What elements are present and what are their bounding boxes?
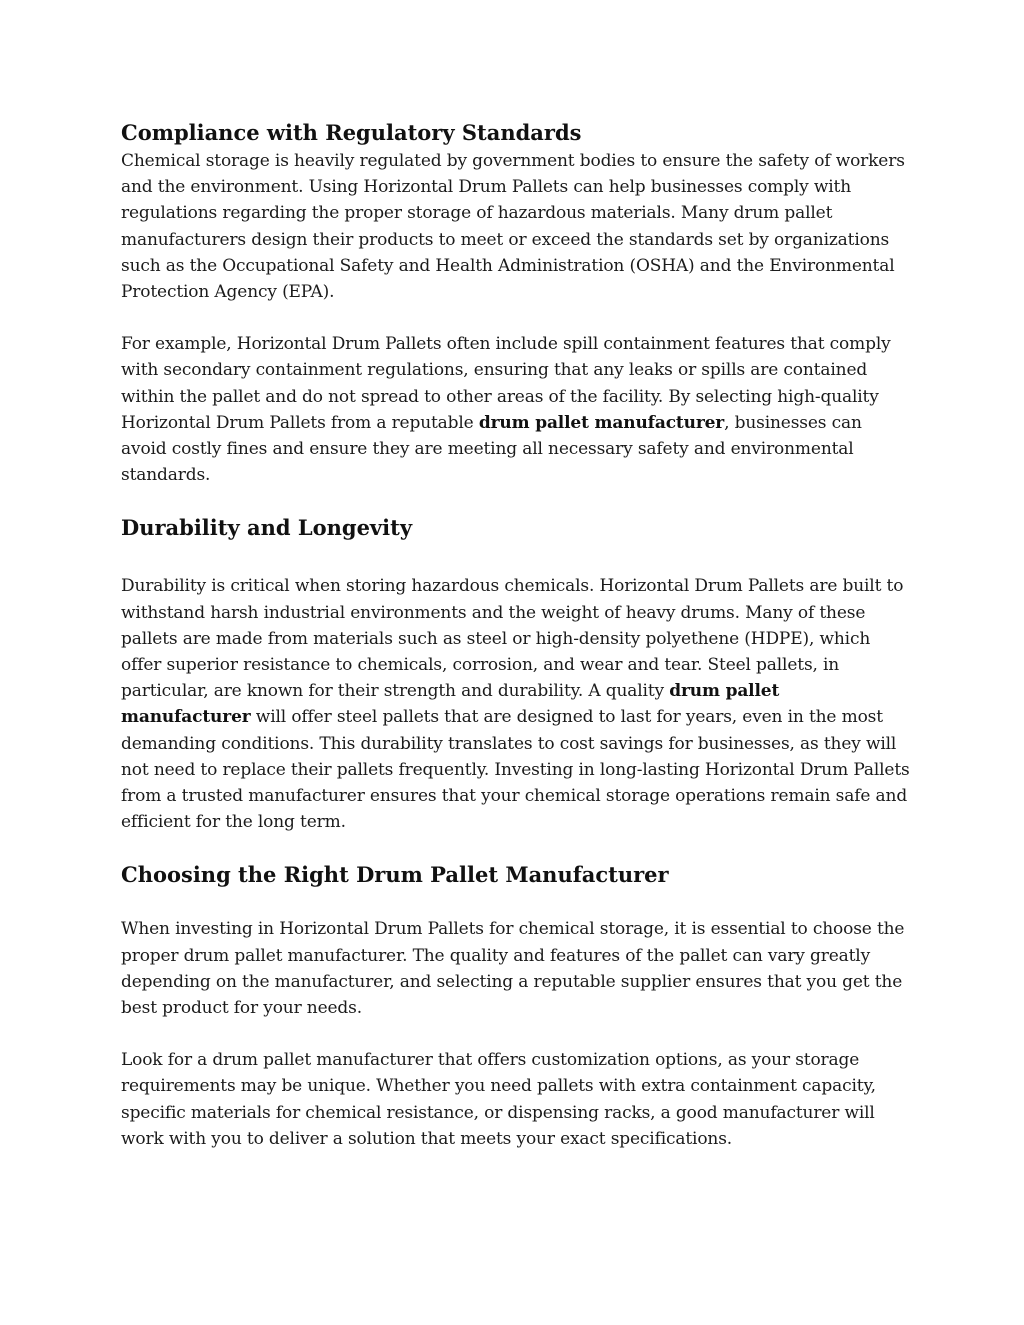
- section-heading-compliance: Compliance with Regulatory Standards: [121, 120, 582, 145]
- bold-keyword: drum pallet manufacturer: [478, 412, 725, 433]
- paragraph-compliance-example: [121, 331, 911, 488]
- section-heading-choosing: Choosing the Right Drum Pallet Manufacturer: [121, 862, 669, 888]
- paragraph-text: For example, Horizontal Drum Pallets often include spill containment features that comply with secondary containment regulations, ensuring that any leaks or spills are contained within the pallet and do not spread to other areas of the facility. By selecting high-quality Horizontal Drum Pallets from a reputable: [121, 334, 891, 433]
- paragraph-text: Durability is critical when storing hazardous chemicals. Horizontal Drum Pallets are built to withstand harsh industrial environments and the weight of heavy drums. Many of these pallets are made from materials such as steel or high-density polyethene (HDPE), which offer superior resistance to chemicals, corrosion, and wear and tear. Steel pallets, in particular, are known for their strength and durability. A quality: [121, 576, 904, 702]
- document-page: [121, 118, 911, 1152]
- paragraph-compliance-intro: Chemical storage is heavily regulated by government bodies to ensure the safety of workers and the environment. Using Horizontal Drum Pallets can help businesses comply with regulations regarding the proper storage of hazardous materials. Many drum pallet manufacturers design their products to meet or exceed the standards set by organizations such as the Occupational Safety and Health Administration (OSHA) and the Environmental Protection Agency (EPA).: [121, 151, 905, 303]
- paragraph-choosing-intro: When investing in Horizontal Drum Pallets for chemical storage, it is essential to choose the proper drum pallet manufacturer. The quality and features of the pallet can vary greatly depending on the manufacturer, and selecting a reputable supplier ensures that you get the best product for your needs.: [121, 919, 905, 1019]
- bold-keyword: drum pallet manufacturer: [121, 681, 780, 728]
- paragraph-choosing-customization: Look for a drum pallet manufacturer that offers customization options, as your storage requirements may be unique. Whether you need pallets with extra containment capacity, specific materials for chemical resistance, or dispensing racks, a good manufacturer will work with you to deliver a solution that meets your exact specifications.: [121, 1050, 876, 1149]
- paragraph-text: will offer steel pallets that are designed to last for years, even in the most demanding conditions. This durability translates to cost savings for businesses, as they will not need to replace their pallets frequently. Investing in long-lasting Horizontal Drum Pallets from a trusted manufacturer ensures that your chemical storage operations remain safe and efficient for the long term.: [121, 707, 910, 833]
- section-heading-durability: Durability and Longevity: [121, 515, 413, 541]
- paragraph-text: , businesses can avoid costly fines and ensure they are meeting all necessary safety and environmental standards.: [121, 412, 862, 486]
- paragraph-durability: [121, 573, 911, 835]
